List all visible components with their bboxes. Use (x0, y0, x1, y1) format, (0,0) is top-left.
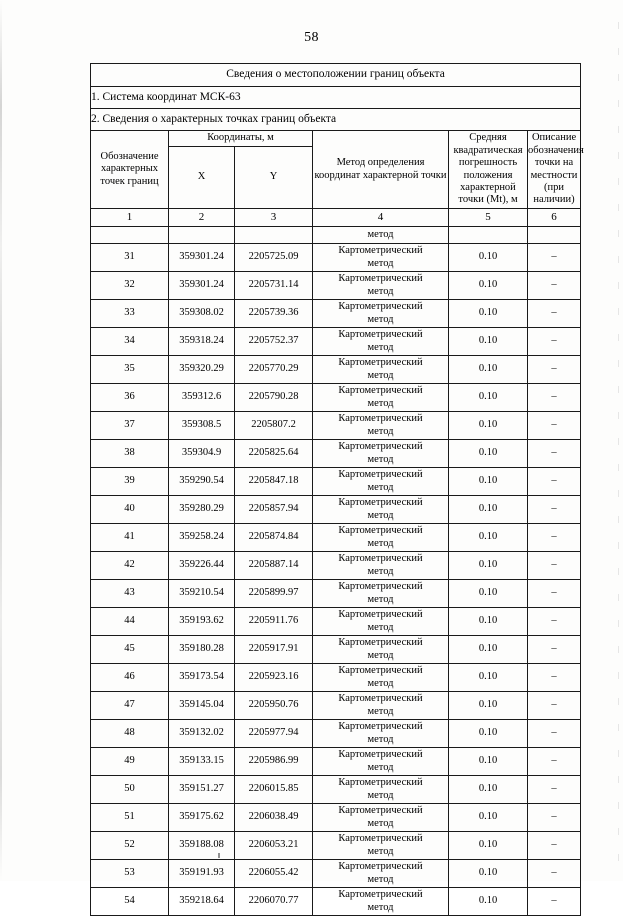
column-number-4: 4 (313, 209, 449, 227)
cell-coordinate-y: 2206055.42 (235, 860, 313, 888)
cell-method (313, 524, 449, 552)
cell-description: – (528, 328, 581, 356)
header-description-line-1: Описание (531, 132, 577, 144)
method-line-1: Картометрический (338, 357, 423, 369)
column-number-3: 3 (235, 209, 313, 227)
cell-point-number: 53 (91, 860, 169, 888)
cell-mean-square-error: 0.10 (449, 636, 528, 664)
method-line-1: Картометрический (338, 609, 423, 621)
cell-point-number: 36 (91, 384, 169, 412)
cell-coordinate-y: 2205986.99 (235, 748, 313, 776)
cell-coordinate-x: 359218.64 (169, 888, 235, 916)
boundary-points-table (90, 63, 584, 916)
cell-coordinate-x: 359193.62 (169, 608, 235, 636)
method-line-1: Картометрический (338, 329, 423, 341)
cell-method (313, 804, 449, 832)
cell-description: – (528, 776, 581, 804)
header-description-line-5: (при (544, 181, 565, 193)
cell-mean-square-error: 0.10 (449, 468, 528, 496)
section-1-row (91, 87, 581, 109)
header-point-designation: Обозначение характерных точек границ (91, 131, 169, 209)
scan-edge-right (618, 22, 619, 862)
cell-point-number: 47 (91, 692, 169, 720)
cell-mean-square-error: 0.10 (449, 272, 528, 300)
cell-coordinate-y: 2205923.16 (235, 664, 313, 692)
table-row (91, 860, 581, 888)
method-line-1: Картометрический (338, 833, 423, 845)
cell-mean-square-error: 0.10 (449, 776, 528, 804)
cell-method (313, 440, 449, 468)
cell-mean-square-error: 0.10 (449, 328, 528, 356)
cell-point-number: 43 (91, 580, 169, 608)
header-description-line-4: местности (530, 169, 578, 181)
cell-point-number: 37 (91, 412, 169, 440)
cell-point-number: 32 (91, 272, 169, 300)
cell-point-number: 42 (91, 552, 169, 580)
continuation-error (449, 227, 528, 244)
method-line-2: метод (367, 285, 394, 297)
cell-description: – (528, 608, 581, 636)
cell-description: – (528, 244, 581, 272)
method-line-1: Картометрический (338, 693, 423, 705)
cell-coordinate-x: 359320.29 (169, 356, 235, 384)
cell-coordinate-y: 2205977.94 (235, 720, 313, 748)
header-error-line-5: характерной (460, 181, 516, 193)
document-title: Сведения о местоположении границ объекта (91, 64, 581, 87)
table-row (91, 440, 581, 468)
continuation-method: метод (313, 227, 449, 244)
cell-method (313, 356, 449, 384)
column-number-6: 6 (528, 209, 581, 227)
cell-method (313, 832, 449, 860)
method-line-2: метод (367, 677, 394, 689)
cell-description: – (528, 636, 581, 664)
table-row (91, 524, 581, 552)
method-line-2: метод (367, 481, 394, 493)
table-row (91, 692, 581, 720)
method-line-2: метод (367, 789, 394, 801)
cell-point-number: 54 (91, 888, 169, 916)
method-line-2: метод (367, 593, 394, 605)
cell-point-number: 39 (91, 468, 169, 496)
method-line-2: метод (367, 621, 394, 633)
cell-point-number: 52 (91, 832, 169, 860)
cell-point-number: 38 (91, 440, 169, 468)
method-line-2: метод (367, 509, 394, 521)
cell-description: – (528, 356, 581, 384)
method-line-1: Картометрический (338, 245, 423, 257)
cell-description: – (528, 692, 581, 720)
cell-coordinate-y: 2206053.21 (235, 832, 313, 860)
cell-coordinate-x: 359175.62 (169, 804, 235, 832)
cell-description: – (528, 300, 581, 328)
cell-coordinate-y: 2205790.28 (235, 384, 313, 412)
section-2-row (91, 109, 581, 131)
cell-point-number: 33 (91, 300, 169, 328)
header-description-line-3: точки на (534, 157, 574, 169)
cell-point-number: 49 (91, 748, 169, 776)
cell-method (313, 748, 449, 776)
cell-coordinate-y: 2205911.76 (235, 608, 313, 636)
cell-mean-square-error: 0.10 (449, 888, 528, 916)
method-line-2: метод (367, 341, 394, 353)
cell-description: – (528, 580, 581, 608)
cell-point-number: 51 (91, 804, 169, 832)
column-numbering-row (91, 209, 581, 227)
table-body (91, 64, 584, 244)
cell-point-number: 34 (91, 328, 169, 356)
cell-mean-square-error: 0.10 (449, 580, 528, 608)
method-line-2: метод (367, 705, 394, 717)
method-line-1: Картометрический (338, 553, 423, 565)
cell-description: – (528, 860, 581, 888)
cell-coordinate-y: 2205857.94 (235, 496, 313, 524)
method-line-1: Картометрический (338, 749, 423, 761)
cell-description: – (528, 524, 581, 552)
method-line-2: метод (367, 313, 394, 325)
cell-coordinate-y: 2205899.97 (235, 580, 313, 608)
cell-coordinate-y: 2205917.91 (235, 636, 313, 664)
cell-coordinate-x: 359151.27 (169, 776, 235, 804)
table-row (91, 552, 581, 580)
cell-method (313, 272, 449, 300)
method-line-2: метод (367, 425, 394, 437)
cell-mean-square-error: 0.10 (449, 748, 528, 776)
table-row (91, 888, 581, 916)
table-row (91, 244, 581, 272)
cell-point-number: 46 (91, 664, 169, 692)
table-row (91, 356, 581, 384)
cell-method (313, 720, 449, 748)
table-row (91, 608, 581, 636)
table-row (91, 468, 581, 496)
method-line-2: метод (367, 901, 394, 913)
cell-mean-square-error: 0.10 (449, 860, 528, 888)
continuation-row (91, 227, 581, 244)
cell-point-number: 35 (91, 356, 169, 384)
cell-point-number: 44 (91, 608, 169, 636)
boundary-points-table-wrapper (90, 63, 584, 916)
table-row (91, 412, 581, 440)
cell-method (313, 328, 449, 356)
cell-description: – (528, 720, 581, 748)
cell-point-number: 48 (91, 720, 169, 748)
cell-mean-square-error: 0.10 (449, 720, 528, 748)
method-line-2: метод (367, 537, 394, 549)
cell-coordinate-x: 359301.24 (169, 244, 235, 272)
cell-coordinate-x: 359145.04 (169, 692, 235, 720)
cell-method (313, 888, 449, 916)
cell-coordinate-y: 2205874.84 (235, 524, 313, 552)
header-error-line-2: квадратическая (453, 144, 523, 156)
header-coordinates-group: Координаты, м (169, 131, 313, 147)
cell-coordinate-y: 2205725.09 (235, 244, 313, 272)
cell-method (313, 636, 449, 664)
cell-coordinate-x: 359290.54 (169, 468, 235, 496)
method-line-1: Картометрический (338, 805, 423, 817)
cell-mean-square-error: 0.10 (449, 384, 528, 412)
method-line-2: метод (367, 873, 394, 885)
cell-method (313, 580, 449, 608)
cell-coordinate-x: 359258.24 (169, 524, 235, 552)
cell-mean-square-error: 0.10 (449, 692, 528, 720)
table-row (91, 636, 581, 664)
header-coordinate-y: Y (235, 147, 313, 209)
method-line-2: метод (367, 369, 394, 381)
scan-artifact (218, 853, 220, 858)
method-line-1: Картометрический (338, 497, 423, 509)
table-title-row (91, 64, 581, 87)
cell-description: – (528, 384, 581, 412)
method-line-1: Картометрический (338, 301, 423, 313)
cell-coordinate-x: 359318.24 (169, 328, 235, 356)
header-error-line-6: точки (Mt), м (458, 194, 518, 206)
method-line-1: Картометрический (338, 777, 423, 789)
cell-coordinate-y: 2206070.77 (235, 888, 313, 916)
table-row (91, 272, 581, 300)
cell-coordinate-y: 2205825.64 (235, 440, 313, 468)
cell-coordinate-y: 2205770.29 (235, 356, 313, 384)
cell-mean-square-error: 0.10 (449, 412, 528, 440)
cell-mean-square-error: 0.10 (449, 524, 528, 552)
cell-coordinate-x: 359210.54 (169, 580, 235, 608)
method-line-1: Картометрический (338, 721, 423, 733)
cell-point-number: 50 (91, 776, 169, 804)
cell-method (313, 468, 449, 496)
cell-method (313, 412, 449, 440)
table-row (91, 776, 581, 804)
method-line-1: Картометрический (338, 525, 423, 537)
continuation-y (235, 227, 313, 244)
cell-description: – (528, 832, 581, 860)
method-line-2: метод (367, 733, 394, 745)
cell-coordinate-y: 2205731.14 (235, 272, 313, 300)
cell-method (313, 244, 449, 272)
cell-description: – (528, 496, 581, 524)
cell-coordinate-x: 359301.24 (169, 272, 235, 300)
cell-point-number: 31 (91, 244, 169, 272)
method-line-2: метод (367, 845, 394, 857)
page-number: 58 (304, 30, 319, 45)
cell-coordinate-y: 2206015.85 (235, 776, 313, 804)
table-row (91, 804, 581, 832)
method-line-2: метод (367, 649, 394, 661)
cell-coordinate-y: 2205752.37 (235, 328, 313, 356)
cell-coordinate-x: 359312.6 (169, 384, 235, 412)
cell-coordinate-y: 2205807.2 (235, 412, 313, 440)
cell-coordinate-x: 359308.5 (169, 412, 235, 440)
cell-point-number: 41 (91, 524, 169, 552)
cell-method (313, 608, 449, 636)
table-row (91, 664, 581, 692)
method-line-2: метод (367, 761, 394, 773)
cell-mean-square-error: 0.10 (449, 664, 528, 692)
cell-method (313, 776, 449, 804)
method-line-2: метод (367, 453, 394, 465)
data-rows-body (91, 244, 581, 916)
header-mean-square-error (449, 131, 528, 209)
cell-method (313, 496, 449, 524)
continuation-x (169, 227, 235, 244)
method-line-2: метод (367, 257, 394, 269)
cell-coordinate-y: 2205847.18 (235, 468, 313, 496)
column-number-5: 5 (449, 209, 528, 227)
method-line-1: Картометрический (338, 889, 423, 901)
cell-description: – (528, 664, 581, 692)
cell-description: – (528, 748, 581, 776)
table-row (91, 748, 581, 776)
method-line-1: Картометрический (338, 665, 423, 677)
coordinate-system-label: 1. Система координат МСК-63 (91, 87, 581, 109)
cell-description: – (528, 888, 581, 916)
cell-description: – (528, 412, 581, 440)
cell-description: – (528, 804, 581, 832)
header-description-line-2: обозначения (528, 144, 584, 156)
method-line-1: Картометрический (338, 273, 423, 285)
method-line-1: Картометрический (338, 385, 423, 397)
cell-coordinate-x: 359133.15 (169, 748, 235, 776)
method-line-1: Картометрический (338, 413, 423, 425)
header-error-line-3: погрешность (458, 157, 518, 169)
cell-coordinate-y: 2205950.76 (235, 692, 313, 720)
cell-coordinate-x: 359132.02 (169, 720, 235, 748)
header-error-line-1: Средняя (469, 132, 507, 144)
table-row (91, 384, 581, 412)
cell-mean-square-error: 0.10 (449, 832, 528, 860)
table-row (91, 580, 581, 608)
method-line-1: Картометрический (338, 581, 423, 593)
cell-method (313, 664, 449, 692)
method-line-1: Картометрический (338, 469, 423, 481)
cell-mean-square-error: 0.10 (449, 440, 528, 468)
table-row (91, 832, 581, 860)
cell-mean-square-error: 0.10 (449, 356, 528, 384)
table-row (91, 300, 581, 328)
characteristic-points-label: 2. Сведения о характерных точках границ объекта (91, 109, 581, 131)
header-error-line-4: положения (463, 169, 513, 181)
cell-coordinate-x: 359173.54 (169, 664, 235, 692)
method-line-2: метод (367, 817, 394, 829)
cell-coordinate-x: 359308.02 (169, 300, 235, 328)
method-line-2: метод (367, 397, 394, 409)
table-row (91, 496, 581, 524)
cell-method (313, 552, 449, 580)
method-line-1: Картометрический (338, 441, 423, 453)
header-point-description (528, 131, 584, 209)
cell-mean-square-error: 0.10 (449, 244, 528, 272)
method-line-1: Картометрический (338, 861, 423, 873)
header-description-line-6: наличии) (533, 194, 575, 206)
cell-description: – (528, 272, 581, 300)
cell-description: – (528, 440, 581, 468)
table-row (91, 720, 581, 748)
cell-mean-square-error: 0.10 (449, 552, 528, 580)
cell-coordinate-y: 2205739.36 (235, 300, 313, 328)
cell-method (313, 860, 449, 888)
cell-coordinate-y: 2206038.49 (235, 804, 313, 832)
cell-coordinate-x: 359304.9 (169, 440, 235, 468)
table-row (91, 328, 581, 356)
method-line-2: метод (367, 565, 394, 577)
header-coordinate-x: X (169, 147, 235, 209)
cell-method (313, 384, 449, 412)
header-row-main (91, 131, 581, 147)
header-determination-method: Метод определения координат характерной точки (313, 131, 449, 209)
cell-mean-square-error: 0.10 (449, 804, 528, 832)
method-line-1: Картометрический (338, 637, 423, 649)
cell-mean-square-error: 0.10 (449, 608, 528, 636)
cell-mean-square-error: 0.10 (449, 496, 528, 524)
cell-point-number: 45 (91, 636, 169, 664)
continuation-point (91, 227, 169, 244)
continuation-description (528, 227, 581, 244)
scan-edge-left (0, 0, 2, 881)
cell-coordinate-x: 359280.29 (169, 496, 235, 524)
cell-mean-square-error: 0.10 (449, 300, 528, 328)
cell-description: – (528, 552, 581, 580)
cell-coordinate-y: 2205887.14 (235, 552, 313, 580)
cell-coordinate-x: 359188.08 (169, 832, 235, 860)
column-number-1: 1 (91, 209, 169, 227)
column-number-2: 2 (169, 209, 235, 227)
cell-method (313, 300, 449, 328)
cell-method (313, 692, 449, 720)
cell-point-number: 40 (91, 496, 169, 524)
cell-coordinate-x: 359180.28 (169, 636, 235, 664)
cell-coordinate-x: 359226.44 (169, 552, 235, 580)
cell-coordinate-x: 359191.93 (169, 860, 235, 888)
cell-description: – (528, 468, 581, 496)
